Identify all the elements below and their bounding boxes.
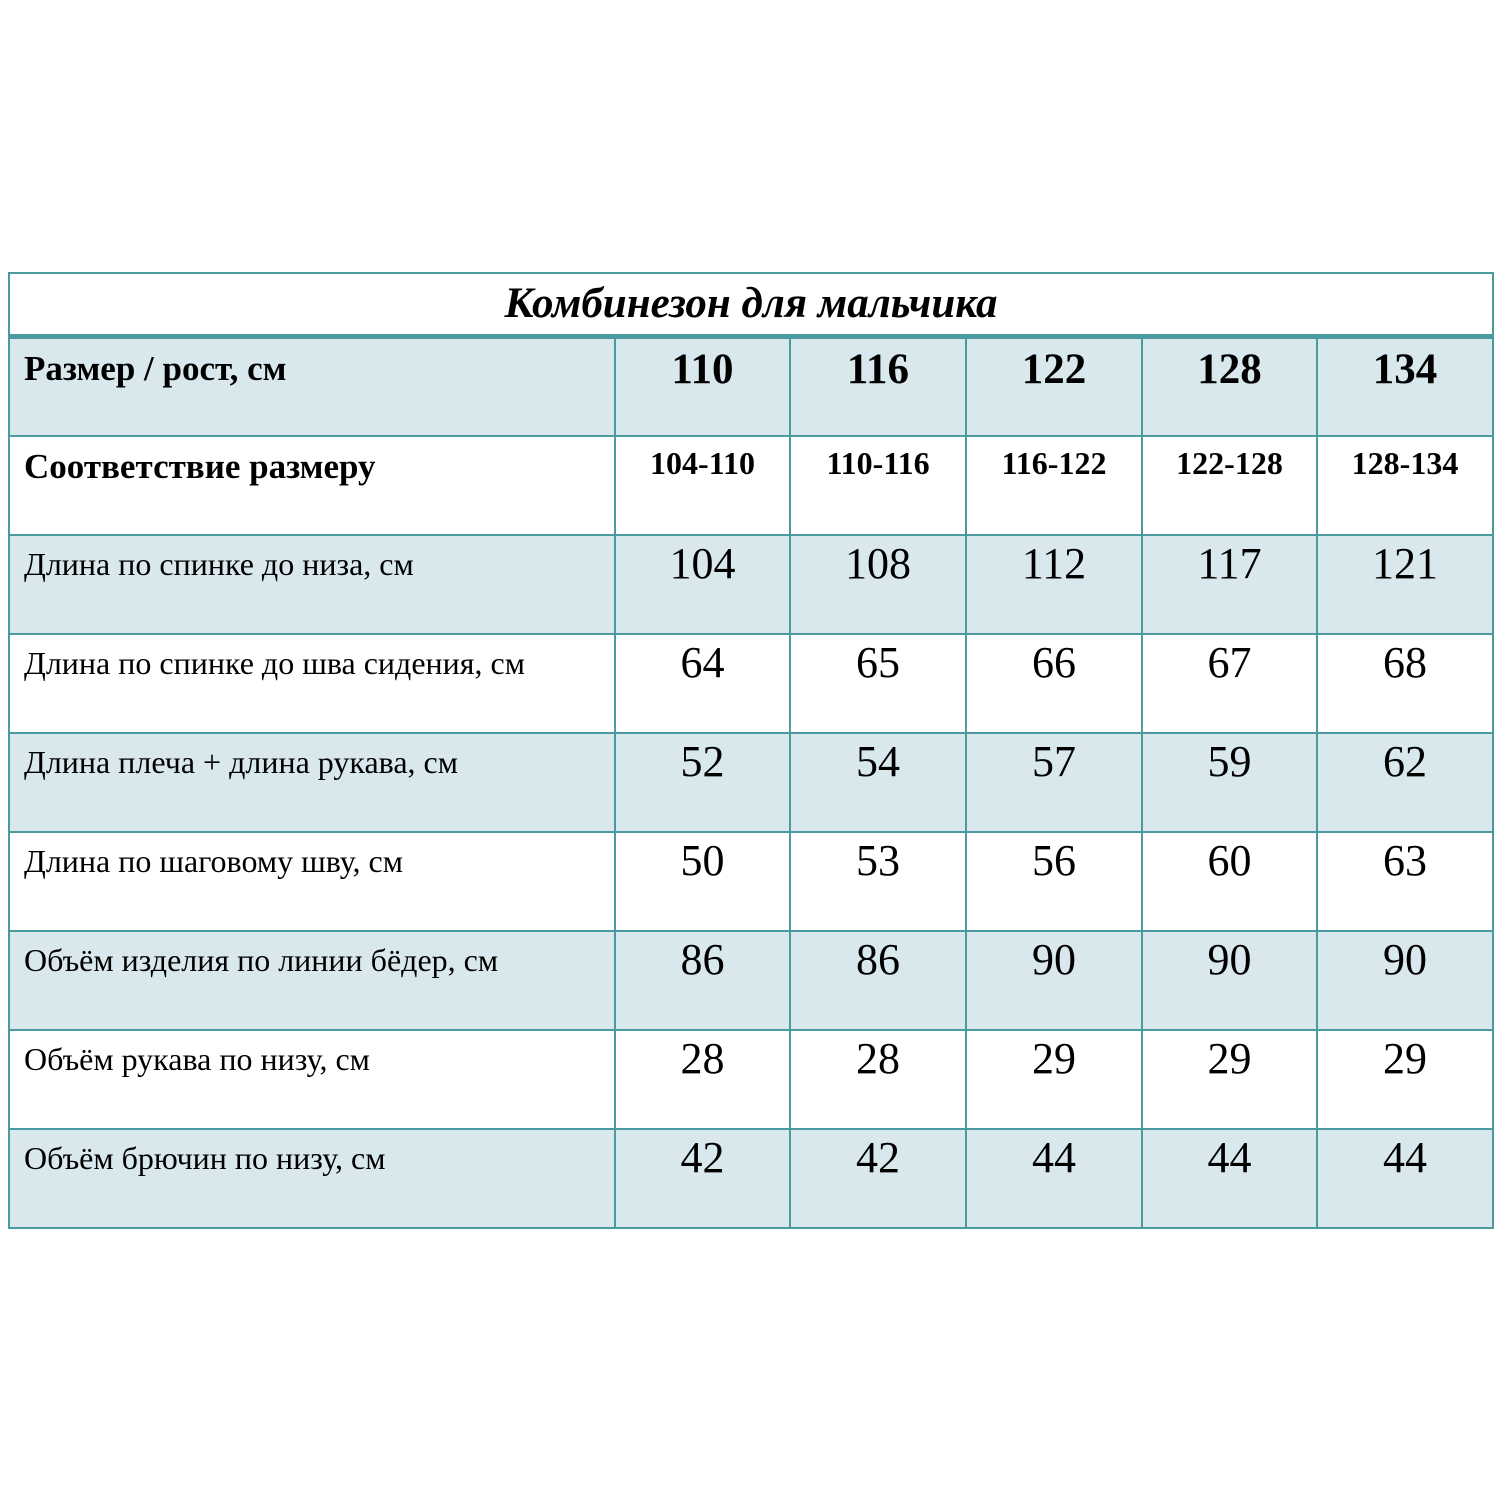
measurement-value: 52 (615, 733, 790, 832)
measurement-value: 108 (790, 535, 966, 634)
measurement-value: 60 (1142, 832, 1317, 931)
measurement-value: 63 (1317, 832, 1493, 931)
size-header-cell: 116 (790, 337, 966, 436)
measurement-value: 44 (966, 1129, 1142, 1228)
measurement-label: Объём рукава по низу, см (9, 1030, 615, 1129)
measurement-value: 68 (1317, 634, 1493, 733)
table-row (9, 832, 1493, 931)
size-range-row (9, 436, 1493, 535)
measurement-value: 66 (966, 634, 1142, 733)
measurement-value: 42 (615, 1129, 790, 1228)
measurement-label: Длина по спинке до шва сидения, см (9, 634, 615, 733)
measurement-value: 54 (790, 733, 966, 832)
measurement-value: 59 (1142, 733, 1317, 832)
measurement-value: 42 (790, 1129, 966, 1228)
measurement-value: 28 (615, 1030, 790, 1129)
measurement-value: 56 (966, 832, 1142, 931)
title-row (9, 273, 1493, 337)
measurement-value: 104 (615, 535, 790, 634)
size-range-cell: 104-110 (615, 436, 790, 535)
size-range-label: Соответствие размеру (9, 436, 615, 535)
measurement-value: 90 (1142, 931, 1317, 1030)
size-range-cell: 116-122 (966, 436, 1142, 535)
size-header-row (9, 337, 1493, 436)
measurement-value: 28 (790, 1030, 966, 1129)
table-row (9, 1129, 1493, 1228)
size-header-label: Размер / рост, см (9, 337, 615, 436)
size-header-cell: 110 (615, 337, 790, 436)
measurement-label: Длина по спинке до низа, см (9, 535, 615, 634)
table-row (9, 535, 1493, 634)
size-header-cell: 134 (1317, 337, 1493, 436)
measurement-value: 64 (615, 634, 790, 733)
measurement-value: 86 (615, 931, 790, 1030)
measurement-label: Объём брючин по низу, см (9, 1129, 615, 1228)
measurement-value: 65 (790, 634, 966, 733)
measurement-value: 117 (1142, 535, 1317, 634)
measurement-value: 53 (790, 832, 966, 931)
measurement-label: Длина по шаговому шву, см (9, 832, 615, 931)
measurement-value: 29 (1317, 1030, 1493, 1129)
measurement-value: 50 (615, 832, 790, 931)
size-range-cell: 128-134 (1317, 436, 1493, 535)
measurement-value: 62 (1317, 733, 1493, 832)
size-header-cell: 128 (1142, 337, 1317, 436)
measurement-value: 90 (966, 931, 1142, 1030)
measurement-value: 29 (966, 1030, 1142, 1129)
table-row (9, 634, 1493, 733)
measurement-value: 112 (966, 535, 1142, 634)
measurement-value: 57 (966, 733, 1142, 832)
measurement-value: 44 (1142, 1129, 1317, 1228)
measurement-value: 86 (790, 931, 966, 1030)
measurement-label: Длина плеча + длина рукава, см (9, 733, 615, 832)
size-range-cell: 110-116 (790, 436, 966, 535)
measurement-value: 29 (1142, 1030, 1317, 1129)
measurement-value: 67 (1142, 634, 1317, 733)
table-row (9, 1030, 1493, 1129)
measurement-value: 44 (1317, 1129, 1493, 1228)
size-chart-table (8, 272, 1494, 1229)
measurement-value: 121 (1317, 535, 1493, 634)
size-header-cell: 122 (966, 337, 1142, 436)
table-title: Комбинезон для мальчика (9, 273, 1493, 337)
size-range-cell: 122-128 (1142, 436, 1317, 535)
measurement-value: 90 (1317, 931, 1493, 1030)
table-row (9, 733, 1493, 832)
table-row (9, 931, 1493, 1030)
measurement-label: Объём изделия по линии бёдер, см (9, 931, 615, 1030)
